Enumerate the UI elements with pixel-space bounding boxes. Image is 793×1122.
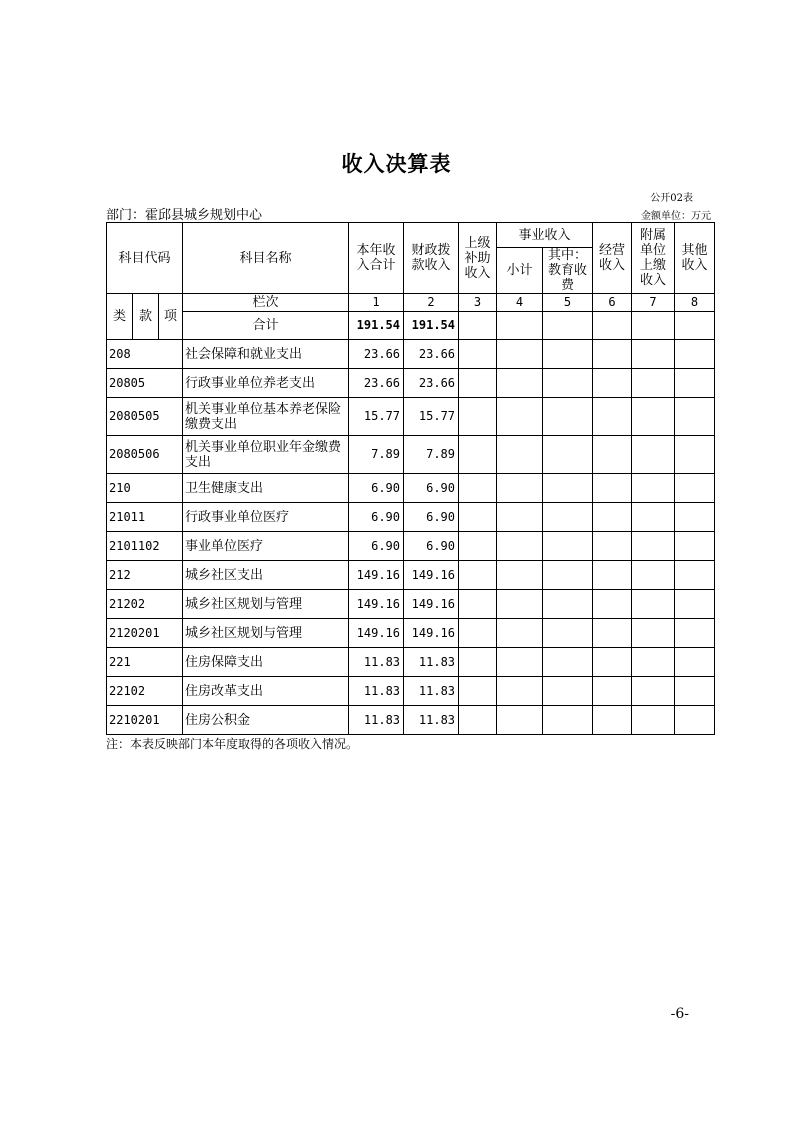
department-label: 部门：霍邱县城乡规划中心: [106, 208, 263, 223]
row-fiscal: 11.83: [404, 648, 459, 677]
row-total: 23.66: [349, 369, 404, 398]
empty-cell: [497, 340, 543, 369]
row-code: 221: [107, 648, 183, 677]
header-other: 其他收入: [675, 223, 715, 294]
empty-cell: [632, 677, 675, 706]
table-row: [107, 561, 715, 590]
empty-cell: [543, 398, 593, 436]
row-total: 6.90: [349, 532, 404, 561]
empty-cell: [675, 340, 715, 369]
empty-cell: [632, 619, 675, 648]
empty-cell: [543, 312, 593, 340]
row-fiscal: 11.83: [404, 677, 459, 706]
empty-cell: [543, 561, 593, 590]
row-name: 城乡社区规划与管理: [183, 590, 349, 619]
header-subtotal: 小计: [497, 248, 543, 294]
row-fiscal: 149.16: [404, 619, 459, 648]
empty-cell: [497, 436, 543, 474]
empty-cell: [632, 474, 675, 503]
empty-cell: [459, 619, 497, 648]
row-fiscal: 23.66: [404, 369, 459, 398]
income-table: [106, 222, 715, 735]
empty-cell: [593, 398, 632, 436]
empty-cell: [675, 474, 715, 503]
empty-cell: [593, 561, 632, 590]
empty-cell: [543, 706, 593, 735]
empty-cell: [459, 677, 497, 706]
total-fiscal-value: 191.54: [404, 312, 459, 340]
empty-cell: [543, 619, 593, 648]
row-fiscal: 15.77: [404, 398, 459, 436]
header-lanci: 栏次: [183, 294, 349, 312]
empty-cell: [497, 503, 543, 532]
empty-cell: [593, 590, 632, 619]
empty-cell: [543, 590, 593, 619]
empty-cell: [632, 312, 675, 340]
empty-cell: [593, 436, 632, 474]
row-name: 住房公积金: [183, 706, 349, 735]
empty-cell: [632, 503, 675, 532]
row-name: 住房改革支出: [183, 677, 349, 706]
empty-cell: [675, 619, 715, 648]
row-name: 事业单位医疗: [183, 532, 349, 561]
header-name: 科目名称: [183, 223, 349, 294]
empty-cell: [593, 706, 632, 735]
empty-cell: [675, 706, 715, 735]
row-code: 21202: [107, 590, 183, 619]
table-row: [107, 436, 715, 474]
row-code: 2101102: [107, 532, 183, 561]
empty-cell: [675, 532, 715, 561]
header-operation: 经营收入: [593, 223, 632, 294]
col-no-3: 3: [459, 294, 497, 312]
empty-cell: [632, 369, 675, 398]
empty-cell: [543, 532, 593, 561]
table-row: [107, 590, 715, 619]
empty-cell: [593, 677, 632, 706]
empty-cell: [593, 619, 632, 648]
empty-cell: [675, 561, 715, 590]
empty-cell: [593, 648, 632, 677]
total-row-label: 合计: [183, 312, 349, 340]
total-income-value: 191.54: [349, 312, 404, 340]
row-total: 11.83: [349, 648, 404, 677]
row-code: 21011: [107, 503, 183, 532]
table-row: [107, 532, 715, 561]
empty-cell: [459, 590, 497, 619]
empty-cell: [632, 532, 675, 561]
row-fiscal: 7.89: [404, 436, 459, 474]
header-xiang: 项: [159, 294, 183, 340]
form-number: 公开02表: [650, 193, 693, 204]
empty-cell: [497, 561, 543, 590]
empty-cell: [543, 648, 593, 677]
row-total: 6.90: [349, 503, 404, 532]
empty-cell: [497, 706, 543, 735]
header-code: 科目代码: [107, 223, 183, 294]
header-fiscal: 财政拨款收入: [404, 223, 459, 294]
row-code: 2120201: [107, 619, 183, 648]
empty-cell: [593, 340, 632, 369]
empty-cell: [459, 648, 497, 677]
empty-cell: [593, 369, 632, 398]
empty-cell: [459, 503, 497, 532]
empty-cell: [459, 532, 497, 561]
row-fiscal: 149.16: [404, 590, 459, 619]
empty-cell: [459, 398, 497, 436]
empty-cell: [632, 648, 675, 677]
row-code: 22102: [107, 677, 183, 706]
col-no-5: 5: [543, 294, 593, 312]
header-affiliate: 附属单位上缴收入: [632, 223, 675, 294]
empty-cell: [497, 474, 543, 503]
empty-cell: [675, 436, 715, 474]
row-code: 2080506: [107, 436, 183, 474]
row-name: 卫生健康支出: [183, 474, 349, 503]
empty-cell: [543, 677, 593, 706]
header-lei: 类: [107, 294, 133, 340]
row-total: 7.89: [349, 436, 404, 474]
row-total: 11.83: [349, 706, 404, 735]
col-no-8: 8: [675, 294, 715, 312]
row-fiscal: 6.90: [404, 503, 459, 532]
col-no-7: 7: [632, 294, 675, 312]
row-fiscal: 149.16: [404, 561, 459, 590]
row-total: 149.16: [349, 561, 404, 590]
empty-cell: [497, 369, 543, 398]
empty-cell: [675, 590, 715, 619]
empty-cell: [675, 648, 715, 677]
table-row: [107, 648, 715, 677]
empty-cell: [632, 340, 675, 369]
row-code: 208: [107, 340, 183, 369]
empty-cell: [497, 648, 543, 677]
row-code: 20805: [107, 369, 183, 398]
row-fiscal: 23.66: [404, 340, 459, 369]
header-edu: 其中：教育收费: [543, 248, 593, 294]
empty-cell: [593, 474, 632, 503]
row-code: 2080505: [107, 398, 183, 436]
unit-label: 金额单位：万元: [641, 211, 711, 222]
table-row: [107, 503, 715, 532]
empty-cell: [543, 474, 593, 503]
empty-cell: [459, 561, 497, 590]
col-no-4: 4: [497, 294, 543, 312]
row-total: 23.66: [349, 340, 404, 369]
empty-cell: [459, 474, 497, 503]
col-no-6: 6: [593, 294, 632, 312]
row-code: 2210201: [107, 706, 183, 735]
empty-cell: [632, 590, 675, 619]
table-row: [107, 340, 715, 369]
row-name: 机关事业单位职业年金缴费支出: [183, 436, 349, 474]
empty-cell: [675, 503, 715, 532]
table-row: [107, 677, 715, 706]
empty-cell: [632, 436, 675, 474]
empty-cell: [497, 677, 543, 706]
empty-cell: [459, 369, 497, 398]
empty-cell: [497, 619, 543, 648]
row-fiscal: 6.90: [404, 474, 459, 503]
empty-cell: [459, 436, 497, 474]
empty-cell: [632, 561, 675, 590]
row-fiscal: 6.90: [404, 532, 459, 561]
row-name: 行政事业单位医疗: [183, 503, 349, 532]
row-name: 社会保障和就业支出: [183, 340, 349, 369]
empty-cell: [497, 398, 543, 436]
row-name: 行政事业单位养老支出: [183, 369, 349, 398]
header-superior: 上级补助收入: [459, 223, 497, 294]
empty-cell: [675, 369, 715, 398]
empty-cell: [632, 706, 675, 735]
empty-cell: [675, 312, 715, 340]
col-no-2: 2: [404, 294, 459, 312]
page-title: 收入决算表: [341, 152, 452, 176]
row-name: 住房保障支出: [183, 648, 349, 677]
row-total: 15.77: [349, 398, 404, 436]
empty-cell: [543, 340, 593, 369]
empty-cell: [593, 503, 632, 532]
empty-cell: [675, 398, 715, 436]
empty-cell: [497, 590, 543, 619]
header-total: 本年收入合计: [349, 223, 404, 294]
table-row: [107, 619, 715, 648]
table-row: [107, 474, 715, 503]
empty-cell: [459, 340, 497, 369]
empty-cell: [632, 398, 675, 436]
empty-cell: [675, 677, 715, 706]
row-total: 149.16: [349, 590, 404, 619]
empty-cell: [497, 532, 543, 561]
table-note: 注：本表反映部门本年度取得的各项收入情况。: [106, 737, 359, 751]
row-code: 210: [107, 474, 183, 503]
row-total: 6.90: [349, 474, 404, 503]
header-kuan: 款: [133, 294, 159, 340]
col-no-1: 1: [349, 294, 404, 312]
table-row: [107, 398, 715, 436]
row-name: 机关事业单位基本养老保险缴费支出: [183, 398, 349, 436]
empty-cell: [593, 532, 632, 561]
table-row: [107, 706, 715, 735]
empty-cell: [497, 312, 543, 340]
table-row: [107, 369, 715, 398]
row-fiscal: 11.83: [404, 706, 459, 735]
row-name: 城乡社区支出: [183, 561, 349, 590]
row-total: 11.83: [349, 677, 404, 706]
row-code: 212: [107, 561, 183, 590]
empty-cell: [543, 369, 593, 398]
empty-cell: [593, 312, 632, 340]
row-total: 149.16: [349, 619, 404, 648]
page-number: -6-: [670, 1006, 689, 1022]
row-name: 城乡社区规划与管理: [183, 619, 349, 648]
empty-cell: [459, 312, 497, 340]
empty-cell: [543, 436, 593, 474]
header-business: 事业收入: [497, 223, 593, 248]
empty-cell: [543, 503, 593, 532]
empty-cell: [459, 706, 497, 735]
